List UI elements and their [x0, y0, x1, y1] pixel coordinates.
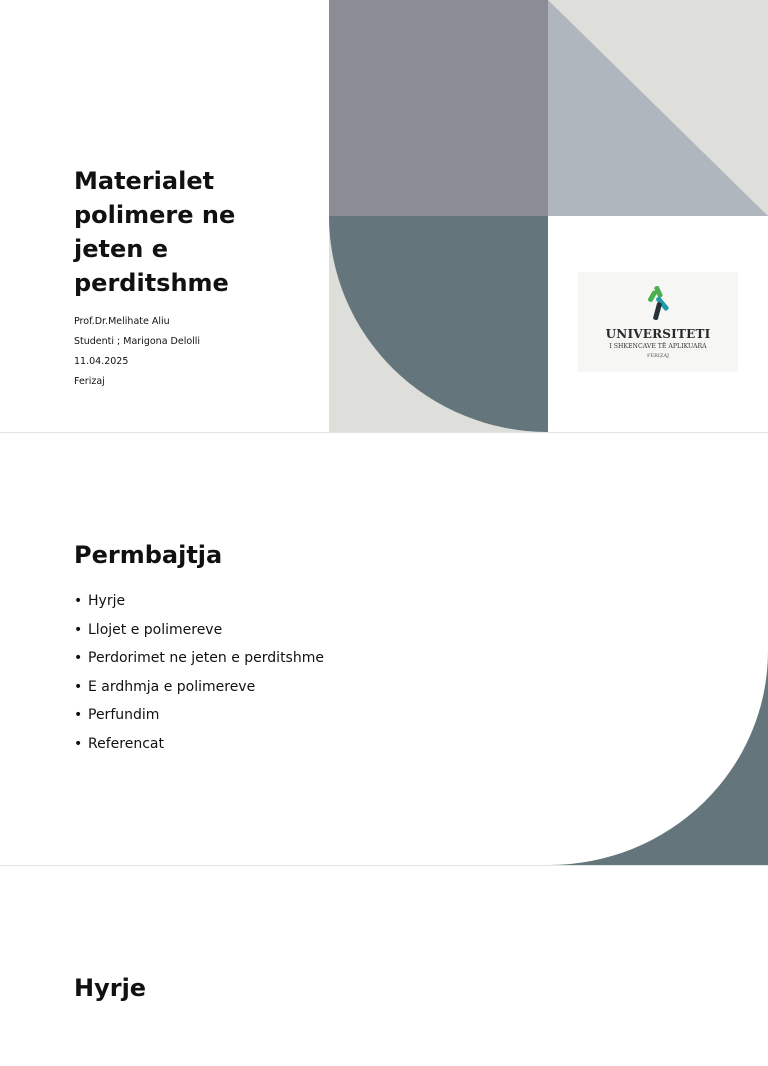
professor-name: Prof.Dr.Melihate Aliu	[74, 316, 170, 327]
list-item: • Llojet e polimereve	[74, 621, 223, 638]
slate-quarter-circle-decoration	[549, 651, 768, 865]
presentation-meta	[74, 312, 200, 392]
contents-list	[74, 590, 324, 762]
contents-title: Permbajtja	[74, 541, 223, 569]
logo-mark-icon	[646, 286, 672, 322]
university-logo	[578, 272, 738, 372]
student-name: Studenti ; Marigona Delolli	[74, 336, 201, 347]
list-item: • Perdorimet ne jeten e perditshme	[74, 650, 324, 667]
title-line: Materialet	[74, 167, 215, 195]
list-item: • Perfundim	[74, 707, 160, 724]
title-line: jeten e	[74, 235, 168, 263]
intro-title: Hyrje	[74, 974, 147, 1002]
list-item: • E ardhmja e polimereve	[74, 678, 256, 695]
list-item: • Referencat	[74, 735, 164, 752]
presentation-date: 11.04.2025	[74, 356, 129, 367]
title-line: polimere ne	[74, 201, 236, 229]
presentation-location: Ferizaj	[74, 376, 105, 387]
logo-text-sub: I SHKENCAVE TË APLIKUARA	[609, 343, 707, 350]
slide-title	[74, 164, 324, 300]
contents-slide	[0, 433, 768, 865]
gray-square	[329, 0, 548, 216]
logo-text-main: UNIVERSITETI	[605, 327, 711, 341]
title-slide	[0, 0, 768, 432]
intro-slide	[0, 866, 768, 1066]
list-item: • Hyrje	[74, 593, 126, 609]
logo-text-city: FERIZAJ	[647, 353, 669, 359]
title-line: perditshme	[74, 269, 229, 297]
